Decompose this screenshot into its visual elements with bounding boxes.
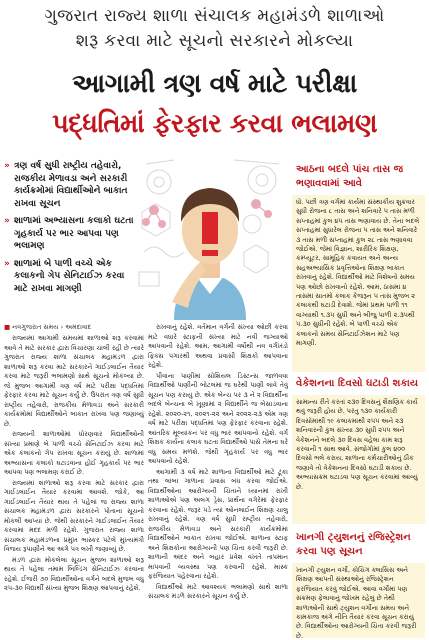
kicker-line-2: શરૂ કરવા માટે સૂચનો સરકારને મોકલ્યા <box>75 31 354 51</box>
article-paragraph: આગામી ૩ વર્ષ માટે શાળાના વિદ્યાર્થીઓ માટે ટૂંકા તથા લાંબા ગાળાના પ્રવાસ બંધ કરવા જોઈએ. વિદ્યાર્થીઓના આરોગ્યની ચિંતાને ધ્યાનમાં રાખી શાળાઓએ પણ અલગ ડ્રેસ, પ્રાર્થના વગેરેમાં ફેરફાર કરવાના રહેશે. જરૂર પડે ત્યાં ઓનલાઈન શિક્ષણ ચાલુ રાખવાનું રહેશે. ત્રણ વર્ષ સુધી રાષ્ટ્રીય તહેવારો, રાજકીય મેળાવડા અને સરકારી કાર્યક્રમોમાં વિદ્યાર્થીઓને બાકાત રાખવા જોઈએ. શાળાના સ્ટાફ અને શિક્ષકોના આરોગ્યની પણ ચિંતા કરવી જરૂરી છે. શાળાની અંદર અને બહાર પ્રવેશ વખતે તાપમાન માપવાની વ્યવસ્થા પણ કરવાની રહેશે. માસ્ક ફરજિયાત પહેરવાના રહેશે. <box>148 467 288 580</box>
sidebox-title: આઠના બદલે પાંચ તાસ જ ભણાવવામાં આવે <box>292 160 425 195</box>
sidebox-private-tuition <box>292 528 425 638</box>
sidebox-vacation-days <box>292 374 425 524</box>
sidebox-class-periods <box>292 160 425 372</box>
kicker <box>6 4 423 54</box>
highlight-item <box>4 160 134 210</box>
article-column-2 <box>148 323 288 638</box>
highlight-text: શાળામાં બે પાળી વચ્ચે એક કલાકનો ગેપ સેનિટાઈઝ કરવા માટે રાખવા માગણી <box>14 258 125 294</box>
article-paragraph: રાજ્યમાં શાળાઓ શરૂ કરવા માટે સરકાર દ્વારા ગાઈડલાઈન તૈયાર કરવામાં આવશે. જોકે, આ ગાઈડલાઈન તૈયાર થાય તે પહેલાં જ રાજ્ય શાળા સંચાલક મહામંડળ દ્વારા સરકારને પોતાના સૂચનો મોકલી આપ્યા છે. જેથી સરકારને ગાઈડલાઈન તૈયાર કરવામાં મદદ મળી રહેશે. ગુજરાત રાજ્ય શાળા સંચાલક મહામંડળના પ્રમુખ ભાસ્કર પટેલે મુખ્યમંત્રી વિજય રૂપાણીને આ અંગે પત્ર લખી જણાવ્યું છે. <box>4 478 144 553</box>
bullet-arrow-icon: » <box>4 161 10 171</box>
thinking-student-illustration <box>134 152 286 320</box>
sidebox-title: વેકેશનના દિવસો ઘટાડી શકાય <box>292 374 425 395</box>
kicker-line-1: ગુજરાત રાજ્ય શાળા સંચાલક મહામંડળે શાળાઓ <box>44 6 385 26</box>
headline-line-2: પદ્ધતિમાં ફેરફાર કરવા ભલામણ <box>51 109 378 139</box>
highlight-text: શાળામાં અભ્યાસના કલાકો ઘટતા ગૃહકાર્ય પર ભાર આપવા પણ ભલામણ <box>14 216 134 251</box>
dateline-separator-icon: › <box>60 323 64 331</box>
article-paragraph: વિદ્યાર્થીઓ માટે આવશ્યક ભલામણો સાથે શાળા સંચાલક મંડળે સરકારને સૂચન કર્યું છે. <box>148 582 288 600</box>
article-paragraph: મંડળ દ્વારા મોકલેલા સૂચન મુજબ શાળાઓ શરૂ થાય તે પહેલા તમામ બિલ્ડિંગ સેનિટાઈઝ કરવાના રહેશે. ઈજરી ૭૦ વિદ્યાર્થીઓના વર્ગને બદલે મુજબ વધુ ૨૫-૩૦ વિદ્યાર્થી સંખ્યા મુજબ શિક્ષણ આપવાનું રહેશે. <box>4 555 144 592</box>
sidebox-body: ખાનગી ટ્યુશન વર્ગો, કોચિંગ ક્લાસિસ અને શિક્ષણ આપતી સંસ્થાઓનું રજિસ્ટ્રેશન ફરજિયાત કરવું જોઈએ. આવા વર્ગોમાં પણ સંક્રમણ ફેલાવાનું જોખમ રહેલું છે તેથી શાળાઓની સાથે ટ્યુશન વર્ગોના સમય અને કામકાજ અંગે નીતિ તૈયાર કરવા સૂચન કરાયું છે. વિદ્યાર્થીઓના આરોગ્યની ચિંતા કરવી જરૂરી છે. <box>296 566 417 640</box>
sidebox-title: ખાનગી ટ્યુશનનું રજિસ્ટ્રેશન કરવા પણ સૂચન <box>292 528 425 563</box>
article-paragraph: રાજ્યની શાળાઓમાં ધોરણવાર વિદ્યાર્થીઓની સંખ્યા પ્રમાણે બે પાળી વચ્ચે સેનિટાઈઝ કરવા માટે એક કલાકનો ગેપ રાખવા સૂચન કરાયું છે. શાળામાં અભ્યાસના કલાકો ઘટાડવાના હોઈ ગૃહકાર્ય પર ભાર આપવા પણ ભલામણ કરાઈ છે. <box>4 430 144 476</box>
article-paragraph: પીવાના પાણીમાં સોશિયલ ડિસ્ટન્સ જાળવવા વિદ્યાર્થીઓ પાણીની બોટલમાં જ ઘરેથી પાણી લાવે તેવું સૂચન પણ કરાયું છે. એક બેન્ચ પર ૩ ને ૨ વિદ્યાર્થીના બદલે બેન્ચના બે ખૂણામાં ૨ વિદ્યાર્થીને જ બેસાડવાના રહેશે. ૨૦૨૦-૨૧, ૨૦૨૧-૨૨ અને ૨૦૨૨-૨૩ એમ ત્રણ વર્ષ માટે પરીક્ષા પદ્ધતિમાં પણ ફેરફાર કરવાના રહેશે. આંતરિક મૂલ્યાંકન પર વધુ ભાર આપવાનો રહેશે. વર્ગ શિક્ષક કાર્યના કલાક ઘટતા વિદ્યાર્થીઓ પાસે તેમના ઘરે વધુ સમય મળશે. જેથી ગૃહકાર્ય પર વધુ ભાર આપવાનો રહેશે. <box>148 371 288 465</box>
highlights-list <box>4 160 134 300</box>
article-paragraph: રાજ્યમાં આગામી સમયમાં શાળાઓ શરૂ કરવામાં આવે તે માટે સરકાર દ્વારા વિચારણા ચાલી રહી છે ત્યારે ગુજરાત રાજ્ય શાળા સંચાલક મહામંડળ દ્વારા શાળાઓ શરૂ કરવા માટે સરકારને ગાઈડલાઈન તૈયાર કરવા માટે જરૂરી ભલામણો સાથે સૂચનો મોકલ્યા છે. જે મુજબ આગામી ત્રણ વર્ષ માટે પરીક્ષા પદ્ધતિમાં ફેરફાર કરવા માટે સૂચન કર્યું છે. ઉપરાંત ત્રણ વર્ષ સુધી રાષ્ટ્રીય તહેવારો, રાજકીય મેળાવડા અને સરકારી કાર્યક્રમોમાં વિદ્યાર્થીઓને બાકાત રાખવા પણ જણાવ્યું છે. <box>4 334 144 428</box>
article-column-1 <box>4 334 144 638</box>
highlight-text: ત્રણ વર્ષ સુધી રાષ્ટ્રીય તહેવારો, રાજકીય મેળાવડા અને સરકારી કાર્યક્રમોમાં વિદ્યાર્થીઓને બાકાત રાખવા સૂચન <box>14 161 128 209</box>
headline <box>4 64 425 144</box>
sidebox-body: સામાન્ય રીતે કરતાં ૨૩૦ દિવસનું શૈક્ષણિક કાર્ય થવું જરૂરી હોય છે. પરંતુ ૧૩૦ કાર્યકારી દિવસોમાંથી ૧૯ કલાકમાંથી ૨૫૫ અને ૨૩ શનિવારની કુલ સંખ્યા ૩૦ સુધી ૨૫૫ અને વેકેશનને બદલે ૩૦ દિવસ વહેલા કામ શરૂ કરવાની ૧ સાથ આવે. સંજોગોમાં કુલ ૪૦૦ દિવસો ભલે કરાય, શાળાના કર્મચારીઓનું ઠીક જણાવે તો વેકેશનના દિવસો ઘટાડી શકાય છે. અભ્યાસક્રમ ઘટાડવા પણ સૂચન કરવામાં આવ્યું છે. <box>296 398 418 491</box>
dateline-place: અમદાવાદ <box>65 323 92 331</box>
bullet-arrow-icon: » <box>4 216 10 226</box>
bullet-arrow-icon: » <box>4 258 10 269</box>
dateline <box>4 323 144 332</box>
dateline-source: નવગુજરાત સમય <box>12 323 59 331</box>
dateline-marker-icon: ■ <box>4 323 11 331</box>
headline-line-1: આગામી ત્રણ વર્ષ માટે પરીક્ષા <box>72 69 357 99</box>
article-paragraph: રાખવાનું રહેશે. વર્તમાન વર્ગની સંખ્યા ઓછી કરવા માટે વધારે સ્ટાફની સંખ્યા માટે નવી જગ્યાઓ આપવાની રહેશે. આમ, આગામી વર્ષોથી નવ વર્ગખંડો ફિક્સ પગારથી અથવા પ્રવાસી શિક્ષકો આપવાના રહેશે. <box>148 323 288 369</box>
highlight-item <box>4 258 134 296</box>
highlight-item <box>4 215 134 253</box>
sidebox-body: ધો. પછી ત્રણ વર્ગમાં કાર્યમાં સંસ્થાકીય શુક્રવાર સુધી રોજના ૮ તાસ અને શનિવારે ૫ તાસ મળી સપ્તાહમાં કુલ ૪૫ તાસ ભણાવાય છે. તેના બદલે સપ્તાહમાં સુધારેલ રોજના ૫ તાસ અને શનિવારે ૩ તાસ મળી સપ્તાહમાં કુલ ૨૮ તાસ ભણાવવા જોઈએ. જેમાં વિજ્ઞાન, શારીરિક શિક્ષણ, કમ્પ્યૂટર, સામૂહિક કવાયત અને અન્ય સહઅભ્યાસિક પ્રવૃત્તિઓના શિક્ષણ બાકાત રાખવાનું રહેશે. વિદ્યાર્થીઓ માટે વિશેષનો સમય પણ ઓછો રાખવાનો રહેશે. આમ, ઠાસમાં ૪ તાસમાં સાતમો કલાક કેજરૂન ૫ તાસ મુજબ ૨ કલાકથી ઘટાડી દેવાશે. જેમાં પ્રથમ પાળી ૧૧ વાગ્યાથી ૧.૩૫ સુધી અને બીજુ પાળી ૨.૩૫થી ૫.૩૦ સુધીની રહેશે. બે પાળી વચ્ચે એક કલાકનો સમય સેનિટાઈઝેશન માટે પણ માગણી. <box>296 198 420 348</box>
